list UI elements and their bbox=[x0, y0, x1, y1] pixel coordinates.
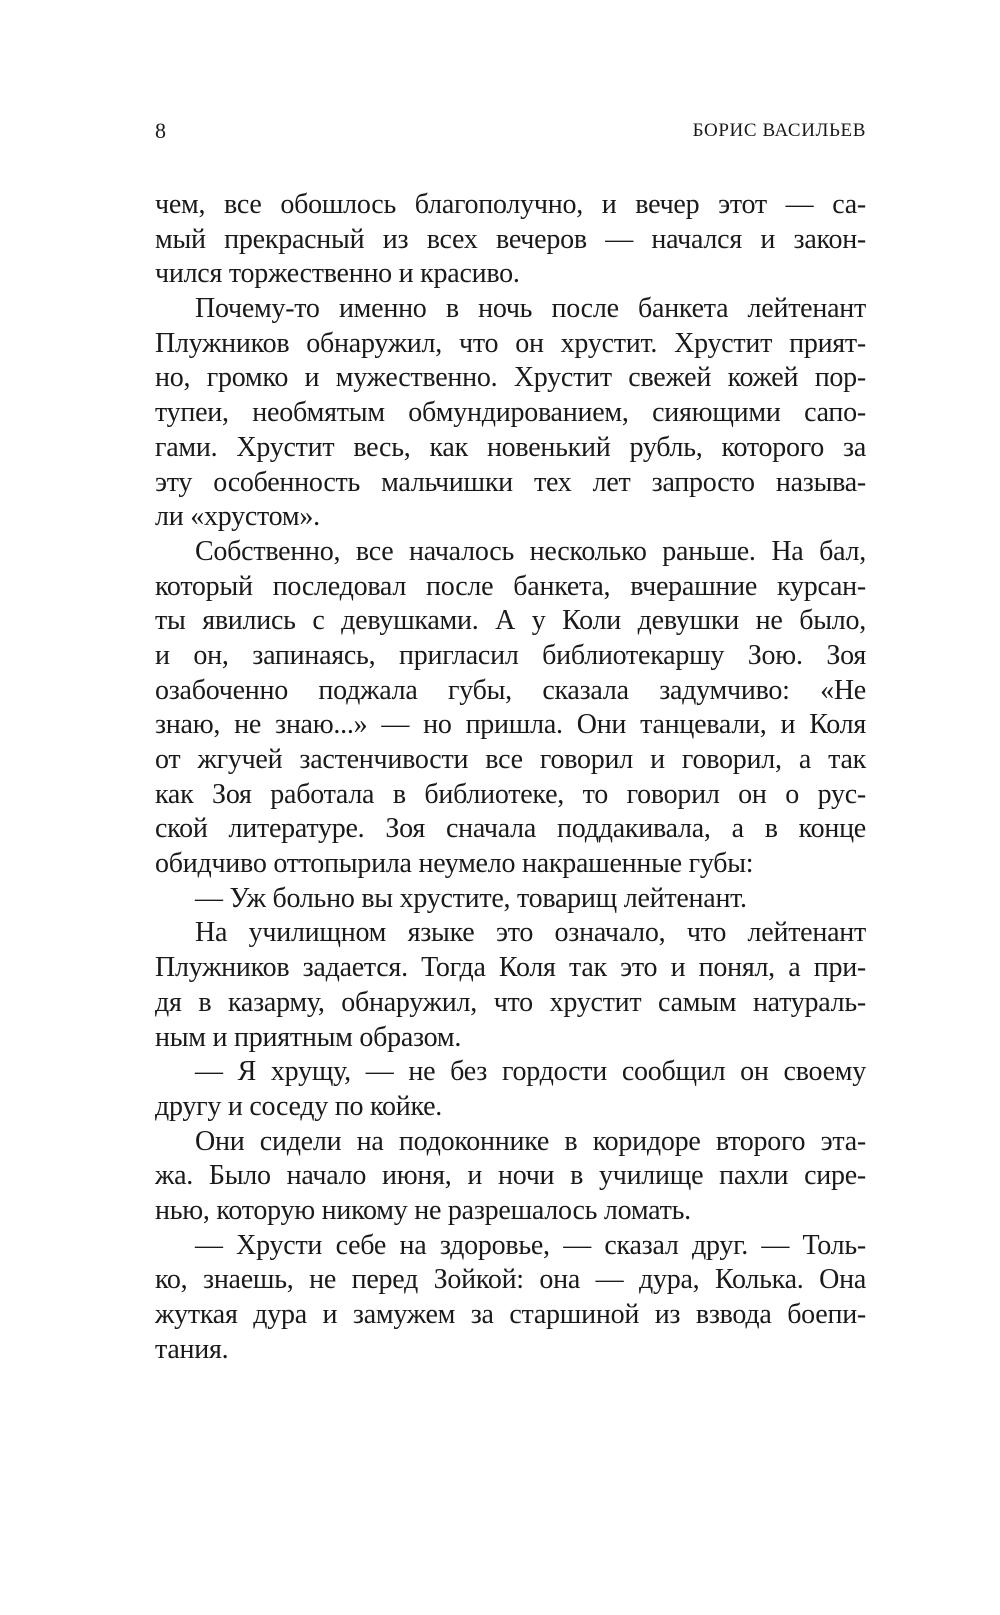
text-line: Они сидели на подоконнике в коридоре второго эта- bbox=[195, 1125, 866, 1157]
text-line: чем, все обошлось благополучно, и вечер этот — са- bbox=[155, 189, 866, 220]
text-line: ты явились с девушками. А у Коли девушки не было, bbox=[155, 605, 866, 637]
text-line: озабоченно поджала губы, сказала задумчиво: «Не bbox=[155, 674, 866, 706]
text-line: ко, знаешь, не перед Зойкой: она — дура, Колька. Она bbox=[155, 1264, 866, 1296]
text-line: Собственно, все началось несколько раньше. На бал, bbox=[195, 535, 866, 567]
text-line: эту особенность мальчишки тех лет запросто называ- bbox=[155, 466, 866, 498]
text-line: — Хрусти себе на здоровье, — сказал друг. — Толь- bbox=[195, 1229, 866, 1261]
text-line: жа. Было начало июня, и ночи в училище пахли сире- bbox=[155, 1160, 866, 1192]
text-line: ным и приятным образом. bbox=[155, 1021, 462, 1053]
text-line: гами. Хрустит весь, как новенький рубль, которого за bbox=[155, 431, 866, 463]
text-line: дя в казарму, обнаружил, что хрустит самым натураль- bbox=[155, 986, 866, 1018]
text-line: — Уж больно вы хрустите, товарищ лейтенант. bbox=[195, 882, 747, 914]
text-line: нью, которую никому не разрешалось ломать. bbox=[155, 1194, 691, 1226]
text-line: обидчиво оттопырила неумело накрашенные губы: bbox=[155, 848, 754, 880]
text-line: ской литературе. Зоя сначала поддакивала, а в конце bbox=[155, 813, 866, 845]
text-line: чился торжественно и красиво. bbox=[155, 258, 520, 290]
body-text bbox=[155, 188, 866, 1367]
text-line: от жгучей застенчивости все говорил и говорил, а так bbox=[155, 744, 866, 775]
text-line: Почему-то именно в ночь после банкета лейтенант bbox=[195, 293, 866, 325]
text-line: ли «хрустом». bbox=[155, 501, 320, 533]
text-line: Плужников обнаружил, что он хрустит. Хрустит прият- bbox=[155, 327, 866, 359]
text-line: На училищном языке это означало, что лейтенант bbox=[195, 917, 866, 949]
text-line: и он, запинаясь, пригласил библиотекаршу Зою. Зоя bbox=[155, 639, 866, 671]
text-line: знаю, не знаю...» — но пришла. Они танцевали, и Коля bbox=[155, 709, 866, 741]
text-line: мый прекрасный из всех вечеров — начался и закон- bbox=[155, 223, 866, 255]
text-line: тупеи, необмятым обмундированием, сияющими сапо- bbox=[155, 397, 866, 429]
text-line: — Я хрущу, — не без гордости сообщил он своему bbox=[195, 1056, 866, 1088]
text-line: тания. bbox=[155, 1333, 229, 1365]
text-line: как Зоя работала в библиотеке, то говорил он о рус- bbox=[155, 778, 866, 810]
text-line: но, громко и мужественно. Хрустит свежей кожей пор- bbox=[155, 362, 866, 394]
text-line: жуткая дура и замужем за старшиной из взвода боепи- bbox=[155, 1299, 866, 1330]
running-title-author: БОРИС ВАСИЛЬЕВ bbox=[692, 120, 866, 141]
text-line: другу и соседу по койке. bbox=[155, 1090, 443, 1122]
text-line: который последовал после банкета, вчерашние курсан- bbox=[155, 570, 866, 602]
page-header bbox=[155, 118, 866, 148]
page-number: 8 bbox=[155, 118, 166, 143]
text-line: Плужников задается. Тогда Коля так это и понял, а при- bbox=[155, 952, 866, 984]
